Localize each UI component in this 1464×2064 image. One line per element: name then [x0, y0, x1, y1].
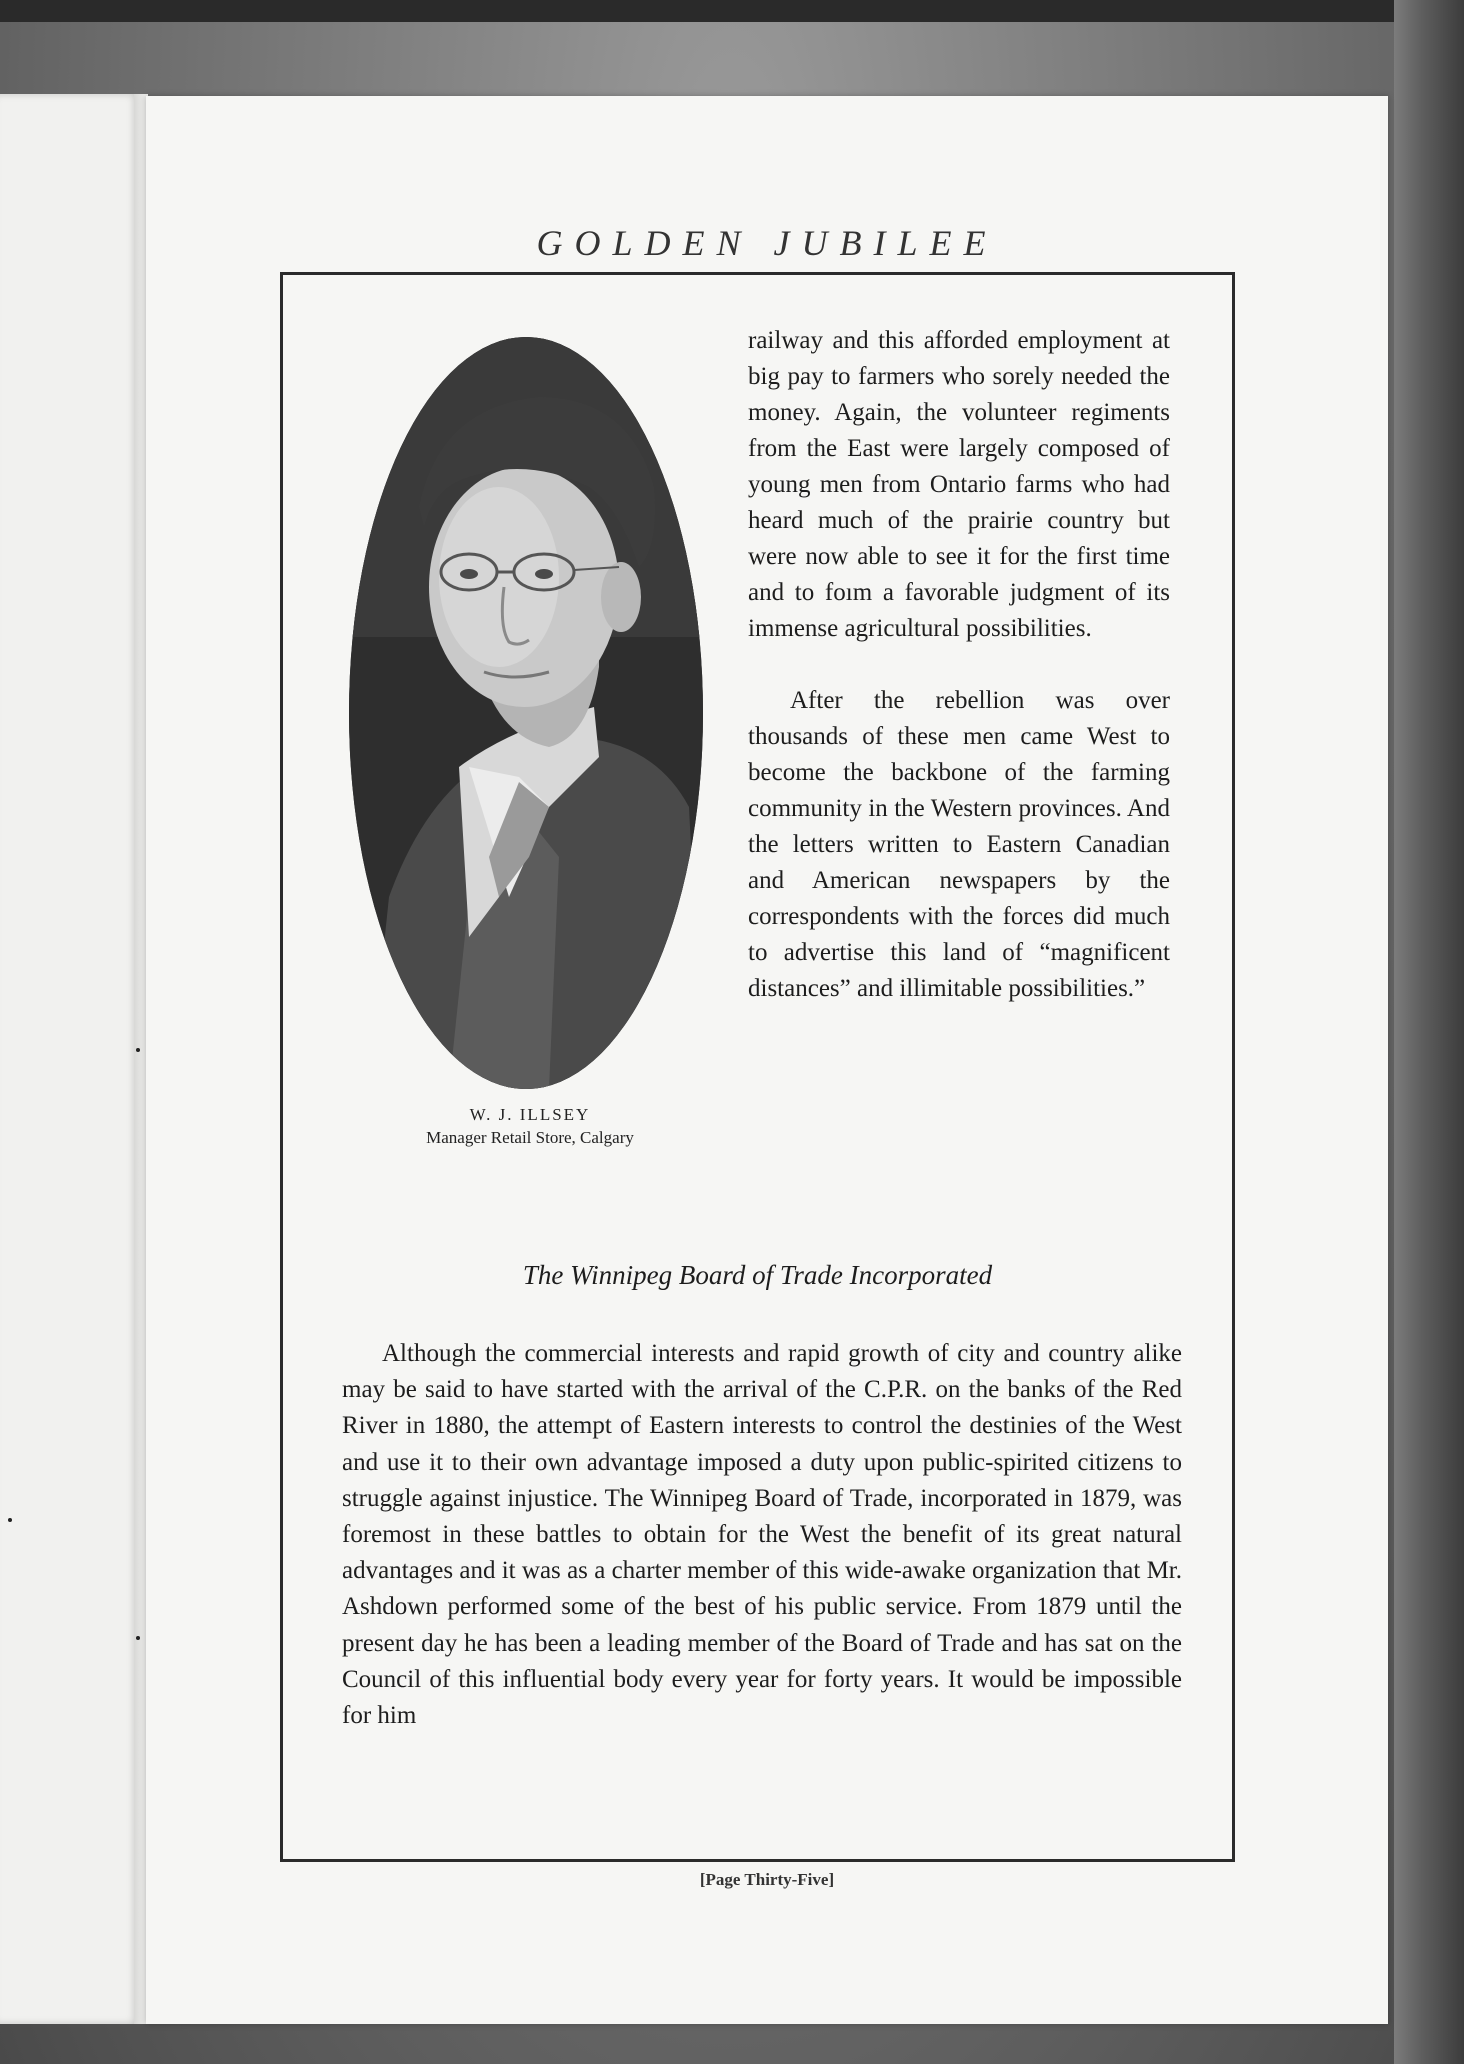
- scan-top-edge: [0, 0, 1464, 22]
- portrait-photo: [349, 337, 703, 1089]
- scan-speck: [136, 1636, 140, 1640]
- section-heading: The Winnipeg Board of Trade Incorporated: [522, 1260, 993, 1290]
- caption-name: W. J. ILLSEY: [469, 1105, 591, 1124]
- scan-speck: [136, 1048, 140, 1052]
- portrait-image: [349, 337, 703, 1089]
- column-paragraph: railway and this afforded employment at big pay to farmers who sorely needed the money. Again, the volunteer regiments from the East were largely composed of young men from Ontario farms who had heard much of the prairie country but were now able to see it for the first time and to foım a favorable judgment of its immense agricultural possibilities.: [748, 327, 1170, 642]
- right-column-text: [748, 323, 1170, 1007]
- facing-page: [0, 94, 140, 2024]
- column-paragraph: After the rebellion was over thousands of these men came West to become the backbone of the farming community in the Western provinces. And the letters written to Eastern Canadian and American newspapers by the correspondents with the forces did much to advertise this land of “magnificent distances” and illimitable possibilities.”: [748, 687, 1170, 1002]
- section-body-paragraph: Although the commercial interests and rapid growth of city and country alike may be said to have started with the arrival of the C.P.R. on the banks of the Red River in 1880, the attempt of Eastern interests to control the destinies of the West and use it to their own advantage imposed a duty upon public-spirited citizens to struggle against injustice. The Winnipeg Board of Trade, incorporated in 1879, was foremost in these battles to obtain for the West the benefit of its great natural advantages and it was as a charter member of this wide-awake organization that Mr. Ashdown performed some of the best of his public service. From 1879 until the present day he has been a leading member of the Board of Trade and has sat on the Council of this influential body every year for forty years. It would be impossible for him: [342, 1340, 1182, 1730]
- portrait-caption: [360, 1103, 700, 1149]
- running-head: GOLDEN JUBILEE: [536, 223, 998, 263]
- scan-speck: [8, 1518, 12, 1522]
- page-number: [Page Thirty-Five]: [699, 1870, 835, 1889]
- caption-title: Manager Retail Store, Calgary: [426, 1128, 634, 1147]
- book-cover-edge: [1394, 0, 1464, 2064]
